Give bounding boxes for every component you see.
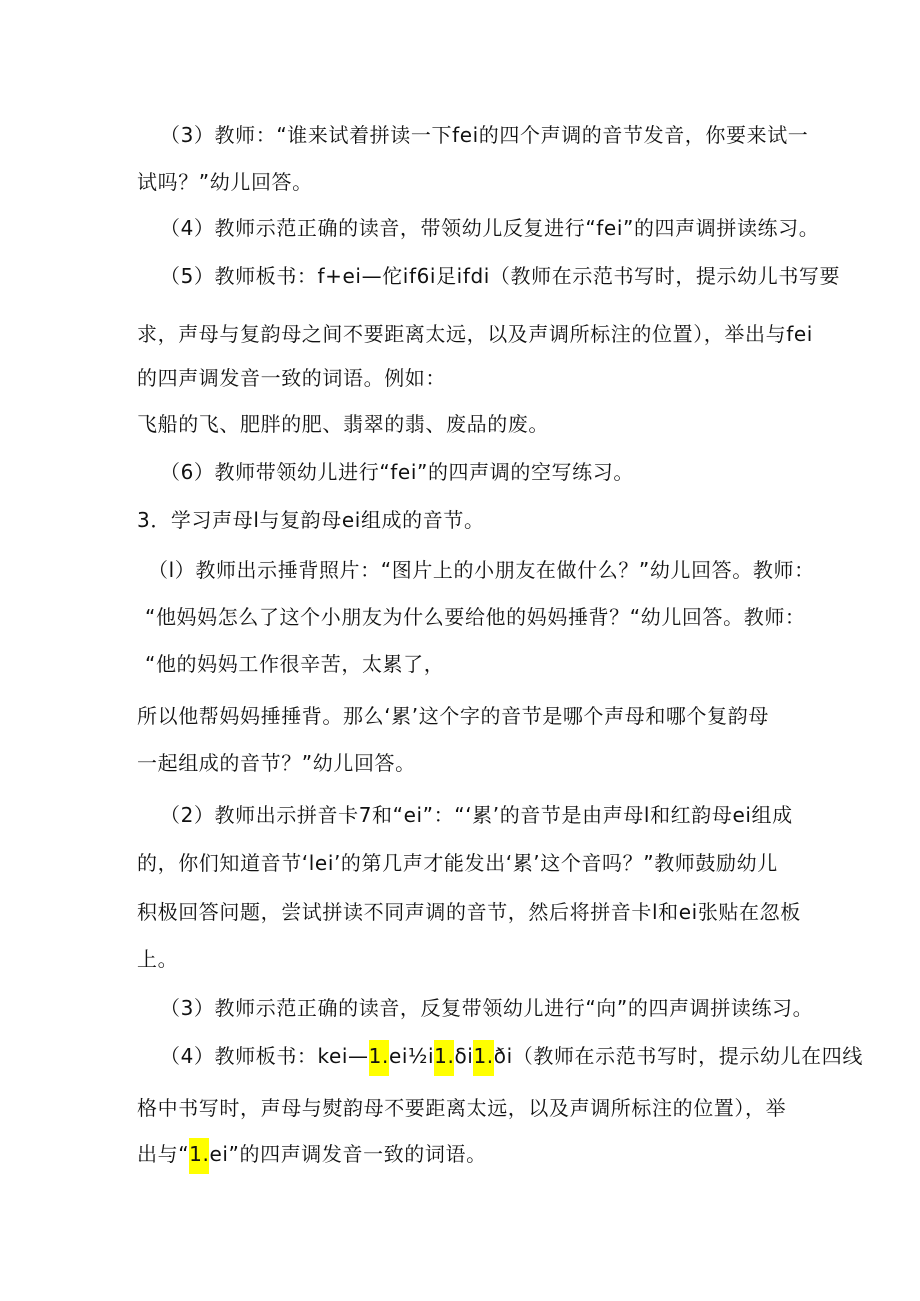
paragraph-5-line-1: （5）教师板书：f+ei—佗if6i足ifdi（教师在示范书写时，提示幼儿书写要 xyxy=(160,264,841,288)
paragraph-5-line-2: 求，声母与复韵母之间不要距离太远，以及声调所标注的位置），举出与fei xyxy=(137,322,813,346)
paragraph-4b-text-b: ei½i xyxy=(388,1044,435,1068)
paragraph-2b-line-2: 的，你们知道音节‘lei’的第几声才能发出‘累’这个音吗？”教师鼓励幼儿 xyxy=(137,851,778,875)
paragraph-5-line-3: 的四声调发音一致的词语。例如： xyxy=(137,366,446,390)
paragraph-3-line-2: 试吗？”幼儿回答。 xyxy=(137,170,313,194)
paragraph-2b-line-4: 上。 xyxy=(137,947,179,971)
paragraph-4b-text-a: （4）教师板书：kei— xyxy=(160,1044,369,1068)
paragraph-2b-line-1: （2）教师出示拼音卡7和“ei”：“‘累’的音节是由声母l和红韵母ei组成 xyxy=(160,803,793,827)
paragraph-4b-text-d: ði（教师在示范书写时，提示幼儿在四线 xyxy=(493,1044,863,1068)
paragraph-3-line-1: （3）教师：“谁来试着拼读一下fei的四个声调的音节发音，你要来试一 xyxy=(160,123,809,147)
paragraph-6-line-1: （6）教师带领幼儿进行“fei”的四声调的空写练习。 xyxy=(160,460,634,484)
paragraph-4b-line-2: 格中书写时，声母与熨韵母不要距离太远，以及声调所标注的位置），举 xyxy=(137,1096,787,1120)
highlight-mark: 1. xyxy=(473,1040,493,1076)
highlight-mark: 1. xyxy=(369,1040,389,1076)
paragraph-4b-line-3 xyxy=(137,1140,487,1168)
highlight-mark: 1. xyxy=(189,1138,209,1174)
example-words-line: 飞船的飞、肥胖的肥、翡翠的翡、废品的废。 xyxy=(137,412,549,436)
paragraph-l-line-2: “他妈妈怎么了这个小朋友为什么要给他的妈妈捶背？“幼儿回答。教师： xyxy=(145,605,806,629)
paragraph-4b-line-3-text-a: 出与“ xyxy=(137,1142,190,1166)
paragraph-l-line-1: （l）教师出示捶背照片：“图片上的小朋友在做什么？”幼儿回答。教师： xyxy=(148,558,815,582)
highlight-mark: 1. xyxy=(434,1040,454,1076)
paragraph-l-line-3: “他的妈妈工作很辛苦，太累了， xyxy=(145,652,445,676)
paragraph-4b-line-1 xyxy=(160,1042,863,1070)
paragraph-continued-line-1: 所以他帮妈妈捶捶背。那么‘累’这个字的音节是哪个声母和哪个复韵母 xyxy=(137,704,769,728)
paragraph-4b-line-3-text-b: ei”的四声调发音一致的词语。 xyxy=(209,1142,487,1166)
section-3-heading: 3．学习声母l与复韵母ei组成的音节。 xyxy=(137,508,485,532)
paragraph-continued-line-2: 一起组成的音节？”幼儿回答。 xyxy=(137,751,416,775)
paragraph-4-line-1: （4）教师示范正确的读音，带领幼儿反复进行“fei”的四声调拼读练习。 xyxy=(160,216,820,240)
paragraph-4b-text-c: δi xyxy=(454,1044,474,1068)
paragraph-2b-line-3: 积极回答问题，尝试拼读不同声调的音节，然后将拼音卡l和ei张贴在忽板 xyxy=(137,900,801,924)
paragraph-3b-line-1: （3）教师示范正确的读音，反复带领幼儿进行“向”的四声调拼读练习。 xyxy=(160,996,814,1020)
